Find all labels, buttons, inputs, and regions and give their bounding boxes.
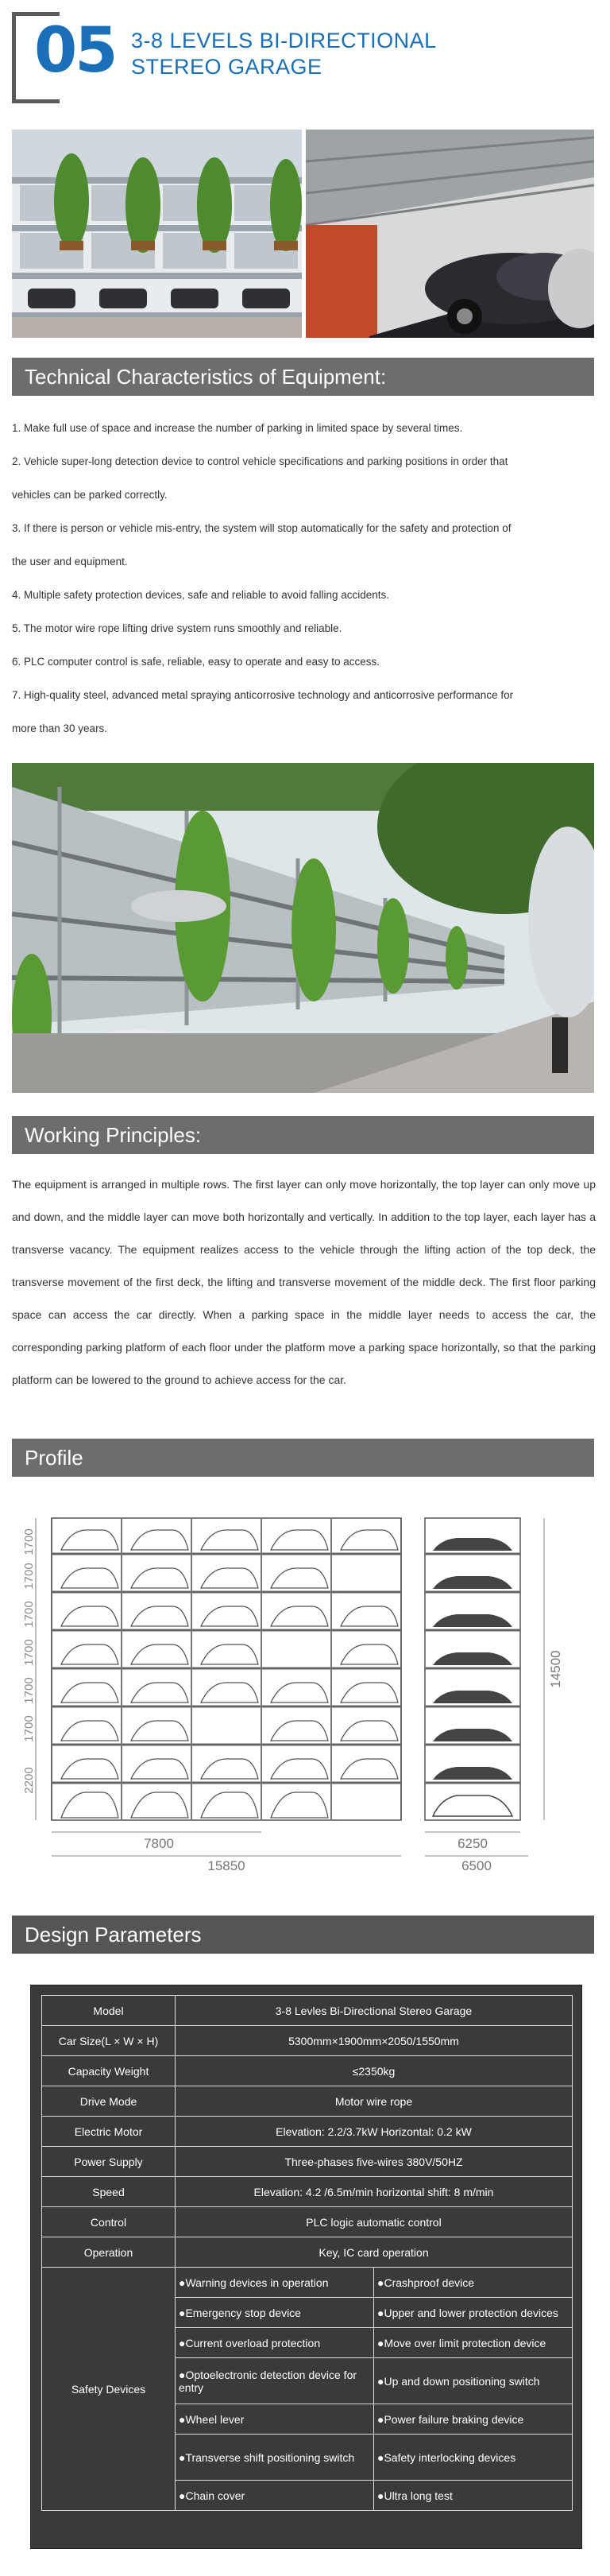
param-value: Elevation: 2.2/3.7kW Horizontal: 0.2 kW xyxy=(176,2117,573,2147)
dim-level-ground: 2200 xyxy=(22,1767,36,1794)
safety-item: ●Power failure braking device xyxy=(374,2404,573,2435)
working-principles-text: The equipment is arranged in multiple rows. The first layer can only move horizontally, the top layer can only move up and down, and the middle layer can move both horizontally and vertically. In addition to the top layer, each layer has a transverse vacancy. The equipment realizes access to the vehicle through the lifting action of the top deck, the transverse movement of the first deck, the lifting and transverse movement of the middle deck. The first floor parking space can access the car directly. When a parking space in the middle layer needs to access the car, the corresponding parking platform of each floor under the platform move a parking space horizontally, so that the parking platform can be lowered to the ground to achieve access for the car. xyxy=(12,1178,596,1386)
safety-item: ●Crashproof device xyxy=(374,2268,573,2298)
dim-width-total: 15850 xyxy=(207,1858,245,1872)
dim-level-2: 1700 xyxy=(22,1563,36,1590)
safety-item: ●Up and down positioning switch xyxy=(374,2358,573,2404)
table-row xyxy=(42,2207,573,2237)
table-row xyxy=(42,2117,573,2147)
safety-item: ●Upper and lower protection devices xyxy=(374,2298,573,2328)
list-item: the user and equipment. xyxy=(12,556,128,567)
table-row xyxy=(42,2086,573,2117)
param-value: Three-phases five-wires 380V/50HZ xyxy=(176,2147,573,2177)
param-label: Speed xyxy=(42,2177,176,2207)
section-title-working: Working Principles: xyxy=(12,1116,594,1154)
dim-height-total: 14500 xyxy=(548,1650,563,1688)
dim-level-3: 1700 xyxy=(22,1601,36,1628)
list-item: 6. PLC computer control is safe, reliable, easy to operate and easy to access. xyxy=(12,656,380,668)
list-item: 2. Vehicle super-long detection device to control vehicle specifications and parking positions in order that xyxy=(12,455,508,467)
safety-item: ●Safety interlocking devices xyxy=(374,2435,573,2481)
safety-item: ●Move over limit protection device xyxy=(374,2328,573,2358)
dim-side-inner: 6250 xyxy=(458,1836,488,1851)
title-line-2: STEREO GARAGE xyxy=(131,55,322,79)
table-row xyxy=(42,2147,573,2177)
param-label: Control xyxy=(42,2207,176,2237)
technical-list xyxy=(12,412,596,746)
param-value: Key, IC card operation xyxy=(176,2237,573,2268)
param-label: Car Size(L × W × H) xyxy=(42,2026,176,2056)
safety-devices-label: Safety Devices xyxy=(42,2268,176,2511)
param-value: 3-8 Levles Bi-Directional Stereo Garage xyxy=(176,1996,573,2026)
dim-level-6: 1700 xyxy=(22,1715,36,1742)
safety-item: ●Optoelectronic detection device for entry xyxy=(176,2358,374,2404)
table-row xyxy=(42,1996,573,2026)
param-value: Elevation: 4.2 /6.5m/min horizontal shift: 8 m/min xyxy=(176,2177,573,2207)
section-title-technical: Technical Characteristics of Equipment: xyxy=(12,358,594,396)
table-row xyxy=(42,2177,573,2207)
safety-item: ●Chain cover xyxy=(176,2481,374,2511)
garage-photo-right xyxy=(306,130,594,338)
section-number: 05 xyxy=(34,15,116,87)
title-line-1: 3-8 LEVELS BI-DIRECTIONAL xyxy=(131,29,437,52)
section-title-design: Design Parameters xyxy=(12,1916,594,1954)
section-title-profile: Profile xyxy=(12,1439,594,1477)
dim-level-4: 1700 xyxy=(22,1639,36,1666)
safety-item: ●Warning devices in operation xyxy=(176,2268,374,2298)
page-header xyxy=(12,12,488,107)
list-item: 3. If there is person or vehicle mis-entry, the system will stop automatically for the safety and protection of xyxy=(12,522,512,534)
param-value: Motor wire rope xyxy=(176,2086,573,2117)
profile-drawing xyxy=(12,1506,596,1872)
table-row xyxy=(42,2237,573,2268)
list-item: 4. Multiple safety protection devices, safe and reliable to avoid falling accidents. xyxy=(12,589,390,601)
page-title xyxy=(131,28,437,80)
param-label: Capacity Weight xyxy=(42,2056,176,2086)
list-item: vehicles can be parked correctly. xyxy=(12,489,168,501)
param-label: Electric Motor xyxy=(42,2117,176,2147)
dim-level-1: 1700 xyxy=(22,1528,36,1555)
dim-side-outer: 6500 xyxy=(461,1858,492,1872)
safety-item: ●Current overload protection xyxy=(176,2328,374,2358)
param-label: Model xyxy=(42,1996,176,2026)
dim-width-front: 7800 xyxy=(144,1836,174,1851)
dim-level-5: 1700 xyxy=(22,1677,36,1704)
garage-photo-large xyxy=(12,763,594,1093)
param-label: Drive Mode xyxy=(42,2086,176,2117)
safety-item: ●Transverse shift positioning switch xyxy=(176,2435,374,2481)
param-label: Power Supply xyxy=(42,2147,176,2177)
param-value: ≤2350kg xyxy=(176,2056,573,2086)
param-label: Operation xyxy=(42,2237,176,2268)
parameters-table-panel xyxy=(30,1985,582,2549)
param-value: PLC logic automatic control xyxy=(176,2207,573,2237)
list-item: 1. Make full use of space and increase the number of parking in limited space by several times. xyxy=(12,422,463,434)
safety-item: ●Ultra long test xyxy=(374,2481,573,2511)
parameters-table xyxy=(41,1995,573,2511)
list-item: more than 30 years. xyxy=(12,722,108,734)
param-value: 5300mm×1900mm×2050/1550mm xyxy=(176,2026,573,2056)
garage-photo-left xyxy=(12,130,302,338)
safety-item: ●Emergency stop device xyxy=(176,2298,374,2328)
safety-item: ●Wheel lever xyxy=(176,2404,374,2435)
table-row xyxy=(42,2026,573,2056)
list-item: 5. The motor wire rope lifting drive system runs smoothly and reliable. xyxy=(12,622,342,634)
table-row xyxy=(42,2056,573,2086)
list-item: 7. High-quality steel, advanced metal spraying anticorrosive technology and anticorrosive performance for xyxy=(12,689,514,701)
table-row xyxy=(42,2268,573,2298)
